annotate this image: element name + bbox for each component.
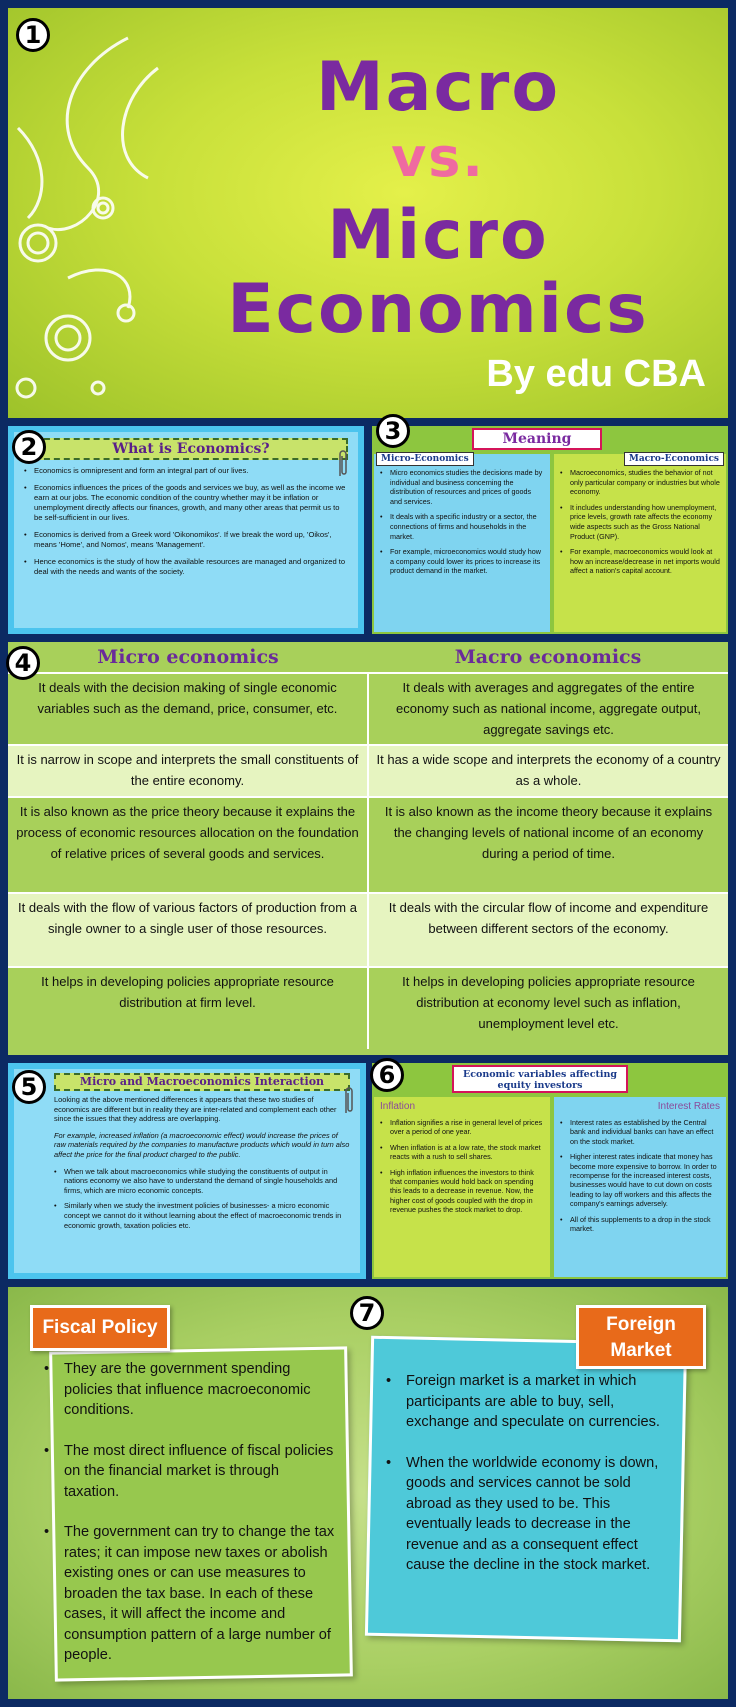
foreign-market-label: Foreign Market (576, 1305, 706, 1369)
list-item: • Macroeconomics, studies the behavior of not only particular company or industries but whole economy. (560, 468, 720, 497)
list-item: • Hence economics is the study of how the available resources are managed and organized to deal with the needs and wants of the society. (24, 557, 348, 577)
table-row (8, 968, 728, 1049)
column-label: Interest Rates (657, 1101, 720, 1112)
section-number-badge: 4 (6, 646, 40, 680)
list-item: • For example, macroeconomics would look at how an increase/decrease in net imports would affect a nation's capital account. (560, 547, 720, 576)
interaction-panel (8, 1063, 366, 1279)
paperclip-icon (336, 446, 350, 480)
column-header: Micro economics (97, 646, 279, 668)
table-row (8, 798, 728, 894)
column-label: Macro-Economics (624, 452, 724, 466)
list-item: • Micro economics studies the decisions made by individual and business concerning the distribution of resources and prices of goods and services. (380, 468, 544, 506)
inflation-column (374, 1097, 550, 1277)
macro-column (554, 454, 726, 632)
interest-rates-column (554, 1097, 726, 1277)
table-cell: It deals with the flow of various factors of production from a single owner to a single user of those resources. (8, 894, 369, 966)
table-cell: It helps in developing policies appropriate resource distribution at firm level. (8, 968, 369, 1049)
section-heading: Economic variables affecting equity investors (452, 1065, 628, 1093)
table-cell: It is also known as the income theory because it explains the changing levels of national income of an economy during a period of time. (384, 804, 713, 861)
title-micro: Micro (327, 196, 549, 275)
section-number-badge: 5 (12, 1070, 46, 1104)
section-number-badge: 3 (376, 414, 410, 448)
title-economics: Economics (227, 270, 649, 349)
table-cell: It deals with averages and aggregates of the entire economy such as national income, aggregate output, aggregate savings etc. (396, 680, 701, 737)
policy-panel (8, 1287, 728, 1699)
bullet-list (380, 468, 544, 576)
list-item: • When the worldwide economy is down, goods and services cannot be sold abroad as they used to be. This eventually leads to decrease in the revenue and as a consequent effect cause the decline in the stock market. (380, 1453, 670, 1576)
bullet-list (24, 466, 348, 577)
swirl-ornament-icon (8, 8, 168, 418)
title-macro: Macro (315, 48, 561, 127)
list-item: • Inflation signifies a rise in general level of prices over a period of one year. (380, 1118, 544, 1137)
table-cell: It helps in developing policies appropriate resource distribution at economy level such as inflation, unemployment level etc. (402, 974, 695, 1031)
table-cell: It deals with the decision making of single economic variables such as the demand, price, consumer, etc. (8, 674, 369, 744)
meaning-panel (372, 426, 728, 634)
list-item: • All of this supplements to a drop in the stock market. (560, 1215, 720, 1234)
list-item: • Interest rates as established by the Central bank and individual banks can have an effect on the stock market. (560, 1118, 720, 1146)
what-is-economics-panel (8, 426, 364, 634)
section-number-badge: 7 (350, 1296, 384, 1330)
list-item: • High inflation influences the investors to think that companies would hold back on spending this leads to a decrease in revenue. Now, the higher cost of goods coupled with the drop in revenue pushes the stock market to drop. (380, 1168, 544, 1215)
list-item: • The government can try to change the tax rates; it can impose new taxes or abolish existing ones or can use measures to broaden the tax base. In each of these cases, it will affect the income and consumption pattern of a large number of people. (38, 1522, 338, 1666)
title-vs: vs. (391, 126, 485, 189)
bullet-list (380, 1371, 670, 1596)
column-label: Micro-Economics (376, 452, 474, 466)
list-item: • Higher interest rates indicate that money has become more expensive to borrow. In order to recompense for the increased interest costs, businesses would have to cut down on costs leading to lay off workers and this affects the company's earnings adversely. (560, 1152, 720, 1208)
table-row (8, 746, 728, 798)
list-item: • Economics is derived from a Greek word 'Oikonomikos'. If we break the word up, 'Oikos', means 'Home', and Nomos', means 'Management'. (24, 530, 348, 550)
bullet-list (380, 1118, 544, 1215)
table-cell: It is also known as the price theory because it explains the process of economic resources allocation on the foundation of relative prices of several goods and services. (8, 798, 369, 892)
section-number-badge: 6 (370, 1058, 404, 1092)
column-label: Inflation (380, 1101, 416, 1112)
table-cell: It has a wide scope and interprets the economy of a country as a whole. (376, 752, 721, 788)
bullet-list (54, 1167, 350, 1231)
list-item: • It includes understanding how unemployment, price levels, growth rate affects the economy wide aspects such as the Gross National Product (GNP). (560, 503, 720, 541)
intro-paragraph: Looking at the above mentioned differences it appears that these two studies of economics are different but in reality they are inter-related and complement each other since the issues that they address are overlapping. (54, 1095, 337, 1124)
bullet-list (560, 1118, 720, 1233)
list-item: • Economics influences the prices of the goods and services we buy, as well as the income we earn at our jobs. The economic condition of the country whether may it be inflation or unemployment directly affects our finances, growth, and many other areas that permit us to be self-sufficient in our lives. (24, 483, 348, 523)
hero-panel (8, 8, 728, 418)
example-paragraph: For example, increased inflation (a macroeconomic effect) would increase the prices of raw materials required by the companies to manufacture products which would in turn also affect the price for the final product charged to the public. (54, 1130, 350, 1159)
table-cell: It deals with the circular flow of income and expenditure between different sectors of the economy. (388, 900, 709, 936)
table-row (8, 674, 728, 746)
list-item: • It deals with a specific industry or a sector, the connections of firms and households in the market. (380, 512, 544, 541)
paperclip-icon (342, 1083, 356, 1117)
section-number-badge: 2 (12, 430, 46, 464)
bullet-list (38, 1359, 338, 1686)
section-number-badge: 1 (16, 18, 50, 52)
list-item: • They are the government spending policies that influence macroeconomic conditions. (38, 1359, 338, 1421)
bullet-list (560, 468, 720, 576)
column-header: Macro economics (454, 646, 642, 668)
section-heading: Meaning (472, 428, 602, 450)
list-item: • When we talk about macroeconomics while studying the constituents of output in nations economy we also have to understand the demand of single households and firms, which are micro economic concepts. (54, 1167, 350, 1196)
list-item: • Economics is omnipresent and form an integral part of our lives. (24, 466, 348, 476)
list-item: • The most direct influence of fiscal policies on the financial market is through taxation. (38, 1441, 338, 1503)
byline: By edu CBA (486, 353, 706, 395)
fiscal-policy-label: Fiscal Policy (30, 1305, 170, 1351)
list-item: • When inflation is at a low rate, the stock market reacts with a rush to sell shares. (380, 1143, 544, 1162)
table-cell: It is narrow in scope and interprets the small constituents of the entire economy. (8, 746, 369, 796)
table-header (8, 642, 728, 674)
section-heading: Micro and Macroeconomics Interaction (54, 1073, 350, 1091)
list-item: • For example, microeconomics would study how a company could lower its prices to increase its product demand in the market. (380, 547, 544, 576)
section-heading: What is Economics? (34, 438, 348, 460)
economic-variables-panel (372, 1063, 728, 1279)
table-row (8, 894, 728, 968)
list-item: • Foreign market is a market in which participants are able to buy, sell, exchange and speculate on currencies. (380, 1371, 670, 1433)
comparison-table (8, 642, 728, 1055)
list-item: • Similarly when we study the investment policies of businesses- a micro economic concept we cannot do it without learning about the effect of macroeconomic trends in economic growth, taxation policies etc. (54, 1201, 350, 1230)
micro-column (374, 454, 550, 632)
